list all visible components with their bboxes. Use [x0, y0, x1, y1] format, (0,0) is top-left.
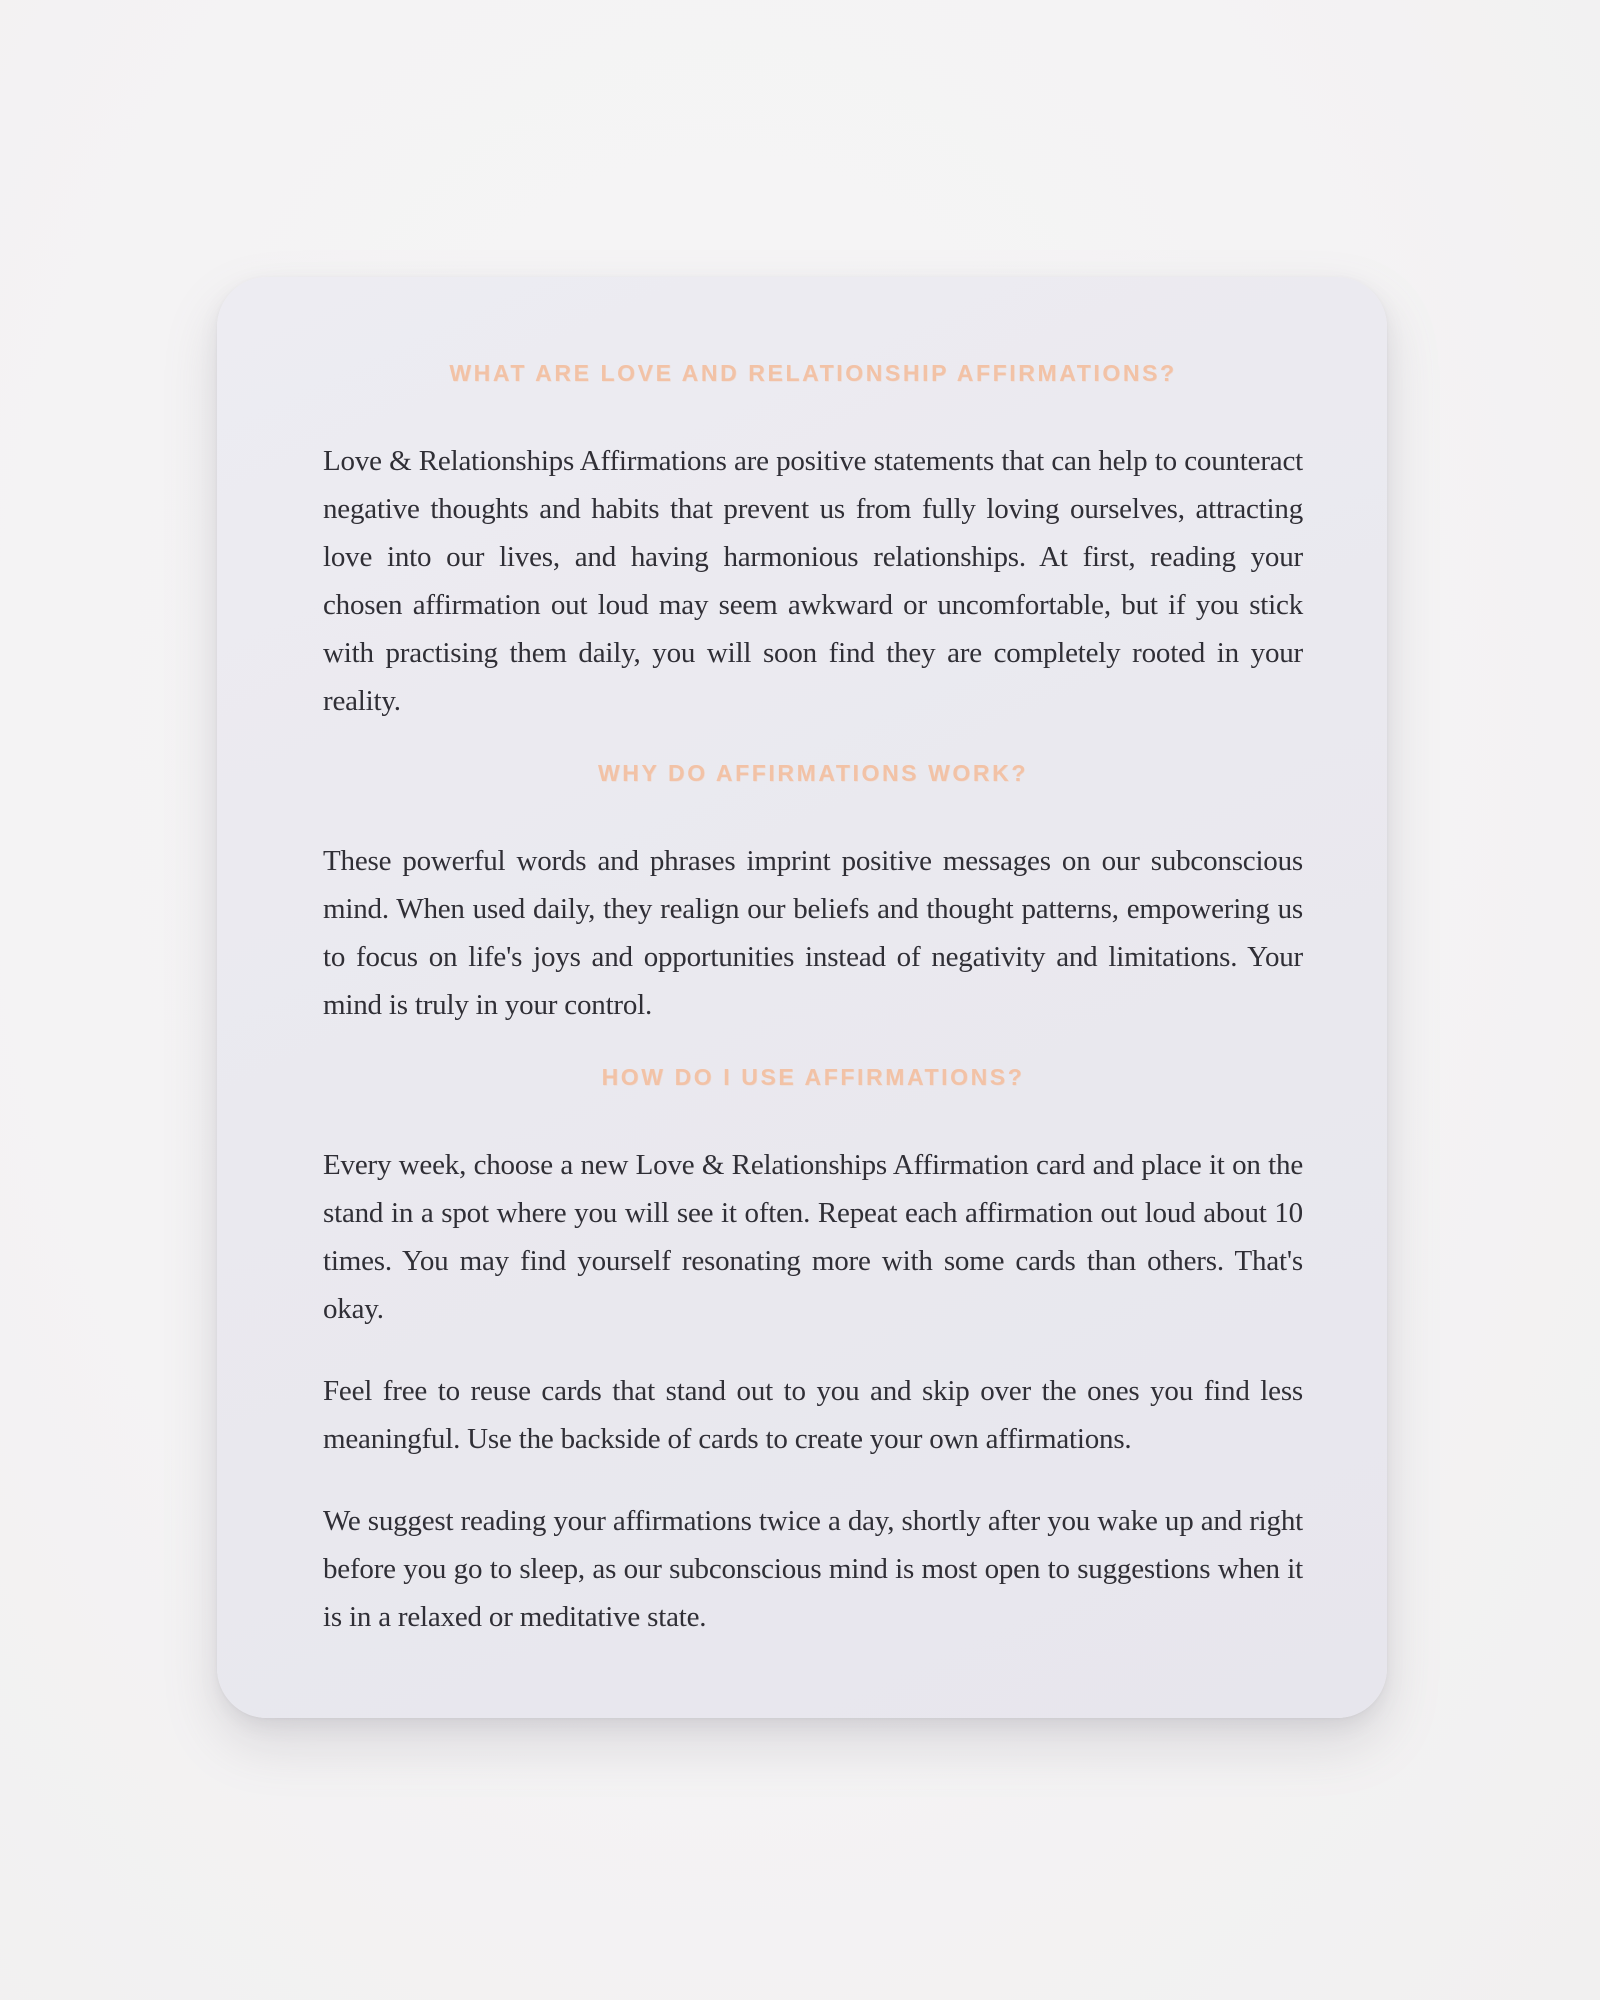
card-content [323, 359, 1303, 1641]
paragraph-how-to-use-1: Every week, choose a new Love & Relationships Affirmation card and place it on the stand in a spot where you will see it often. Repeat each affirmation out loud about 10 times. You may find yourself resonating more with some cards than others. That's okay. [323, 1149, 1303, 1325]
paragraph-what-are-affirmations: Love & Relationships Affirmations are positive statements that can help to counteract negative thoughts and habits that prevent us from fully loving ourselves, attracting love into our lives, and having harmonious relationships. At first, reading your chosen affirmation out loud may seem awkward or uncomfortable, but if you stick with practising them daily, you will soon find they are completely rooted in your reality. [323, 445, 1303, 717]
instruction-card [217, 277, 1387, 1718]
section-heading-why-affirmations-work: WHY DO AFFIRMATIONS WORK? [598, 760, 1028, 786]
paragraph-how-to-use-2: Feel free to reuse cards that stand out to you and skip over the ones you find less meaningful. Use the backside of cards to create your own affirmations. [323, 1375, 1303, 1455]
paragraph-why-affirmations-work: These powerful words and phrases imprint positive messages on our subconscious mind. When used daily, they realign our beliefs and thought patterns, empowering us to focus on life's joys and opportunities instead of negativity and limitations. Your mind is truly in your control. [323, 845, 1303, 1021]
section-heading-what-are-affirmations: WHAT ARE LOVE AND RELATIONSHIP AFFIRMATIONS? [449, 360, 1177, 386]
section-heading-how-to-use-affirmations: HOW DO I USE AFFIRMATIONS? [601, 1064, 1025, 1090]
paragraph-how-to-use-3: We suggest reading your affirmations twice a day, shortly after you wake up and right before you go to sleep, as our subconscious mind is most open to suggestions when it is in a relaxed or meditative state. [323, 1505, 1303, 1633]
